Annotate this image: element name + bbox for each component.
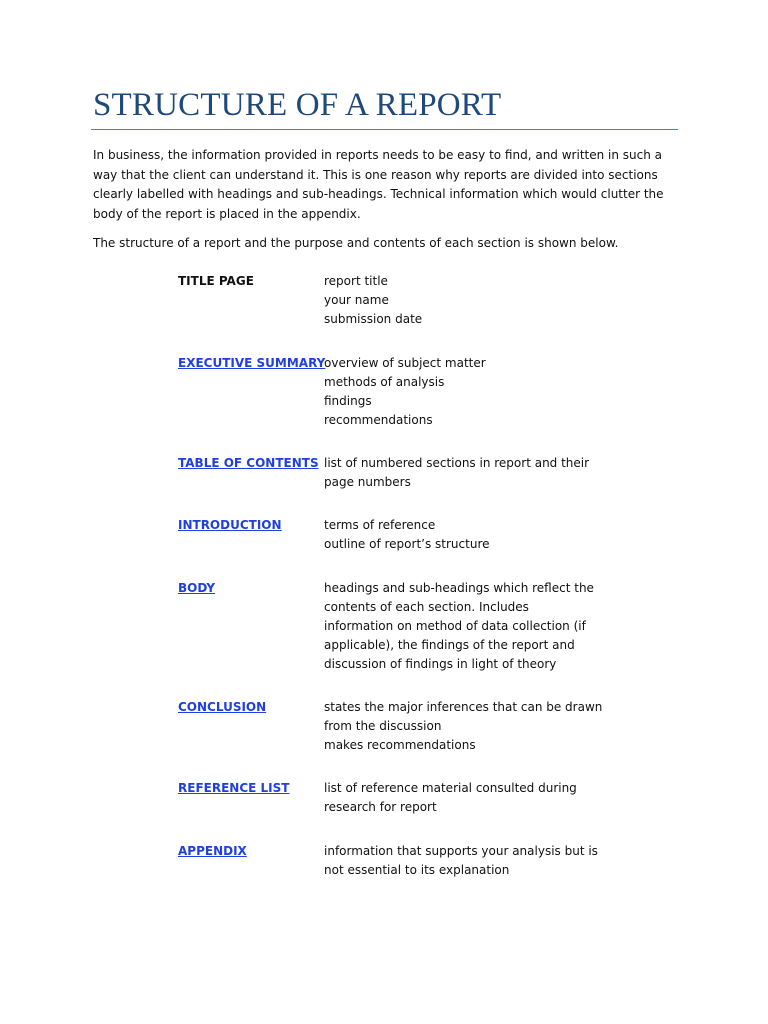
description-line: overview of subject matter <box>324 356 486 370</box>
description-line: from the discussion <box>324 719 442 733</box>
description-line: recommendations <box>324 413 433 427</box>
description-line: states the major inferences that can be drawn <box>324 700 603 714</box>
description-line: headings and sub-headings which reflect the <box>324 581 594 595</box>
description-line: page numbers <box>324 475 411 489</box>
description-line: list of numbered sections in report and their <box>324 456 590 470</box>
section-link-conclusion[interactable]: CONCLUSION <box>178 700 267 714</box>
section-description <box>324 272 422 329</box>
description-line: makes recommendations <box>324 738 476 752</box>
description-line: list of reference material consulted during <box>324 781 577 795</box>
description-line: findings <box>324 394 372 408</box>
section-description <box>324 698 602 755</box>
section-description <box>324 454 589 492</box>
description-line: research for report <box>324 800 437 814</box>
section-link-executive-summary[interactable]: EXECUTIVE SUMMARY <box>178 356 326 370</box>
intro-paragraph: In business, the information provided in reports needs to be easy to find, and written in such a way that the client can understand it. This is one reason why reports are divided into sections clearly labelled with headings and sub-headings. Technical information which would clutter the body of the report is placed in the appendix. <box>93 148 664 221</box>
section-link-introduction[interactable]: INTRODUCTION <box>178 518 282 532</box>
section-description <box>324 354 486 430</box>
section-label-title-page: TITLE PAGE <box>178 274 254 288</box>
description-line: applicable), the findings of the report and <box>324 638 575 652</box>
section-link-reference-list[interactable]: REFERENCE LIST <box>178 781 290 795</box>
description-line: outline of report’s structure <box>324 537 490 551</box>
description-line: not essential to its explanation <box>324 863 510 877</box>
title-underline <box>91 129 678 130</box>
description-line: submission date <box>324 312 423 326</box>
description-line: discussion of findings in light of theory <box>324 657 557 671</box>
section-link-body[interactable]: BODY <box>178 581 216 595</box>
section-description <box>324 842 598 880</box>
section-description <box>324 516 490 554</box>
section-link-table-of-contents[interactable]: TABLE OF CONTENTS <box>178 456 319 470</box>
description-line: contents of each section. Includes <box>324 600 529 614</box>
section-link-appendix[interactable]: APPENDIX <box>178 844 247 858</box>
description-line: report title <box>324 274 388 288</box>
page-title: STRUCTURE OF A REPORT <box>93 87 502 123</box>
description-line: information on method of data collection (if <box>324 619 586 633</box>
description-line: your name <box>324 293 389 307</box>
structure-paragraph: The structure of a report and the purpose and contents of each section is shown below. <box>93 236 619 250</box>
section-description <box>324 579 594 674</box>
description-line: terms of reference <box>324 518 436 532</box>
description-line: information that supports your analysis but is <box>324 844 598 858</box>
section-description <box>324 779 577 817</box>
description-line: methods of analysis <box>324 375 445 389</box>
